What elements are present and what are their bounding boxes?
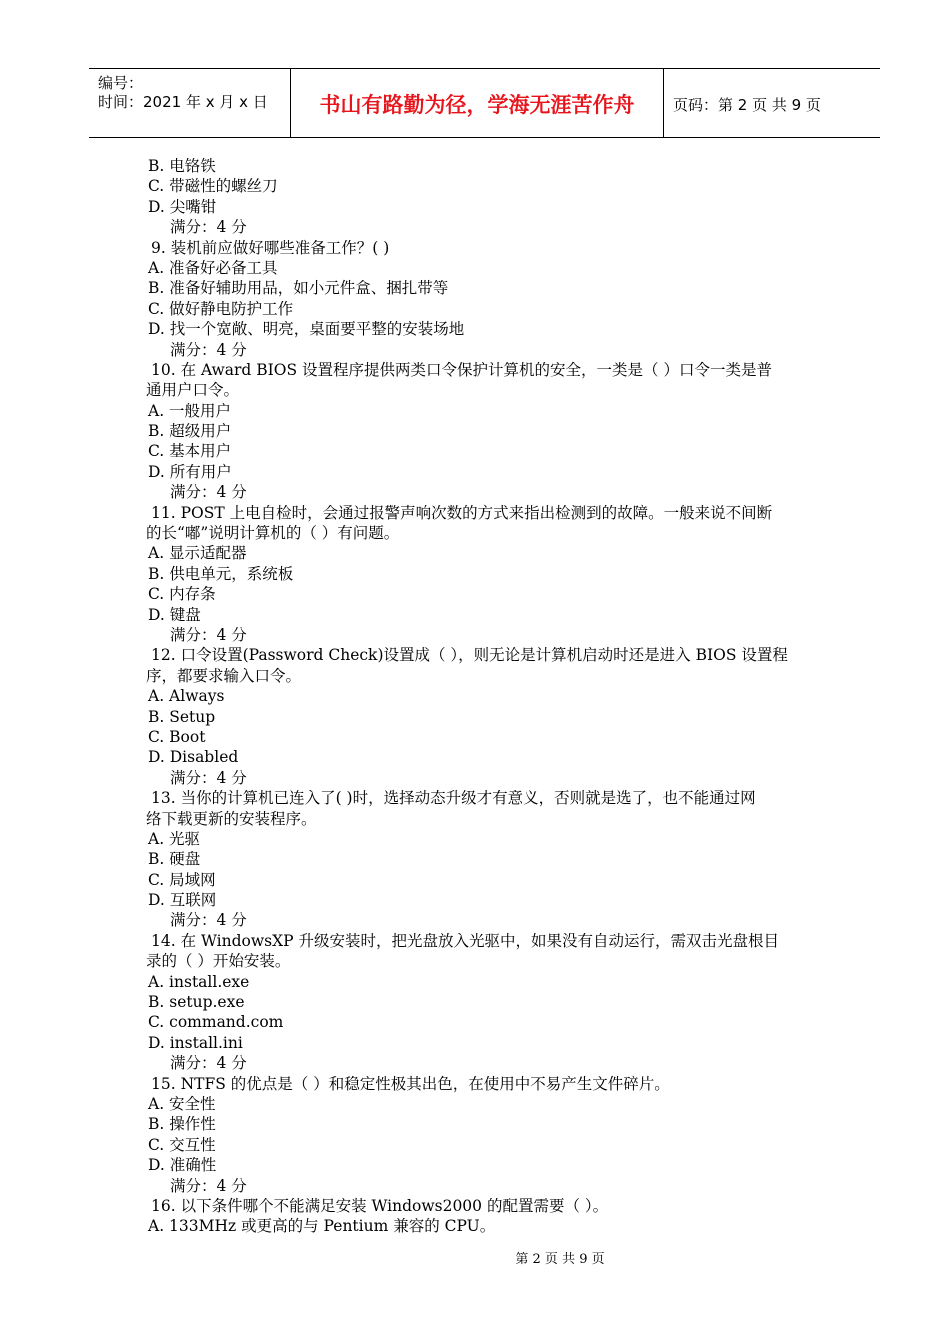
score-line: 满分：4 分 <box>170 218 247 237</box>
question-text-continued: 络下载更新的安装程序。 <box>146 809 317 828</box>
score-line: 满分：4 分 <box>170 911 247 930</box>
header-page-cell <box>664 69 880 137</box>
motto: 书山有路勤为径，学海无涯苦作舟 <box>319 93 635 117</box>
answer-option: A. 光驱 <box>148 829 201 848</box>
number-label: 编号： <box>98 74 144 92</box>
answer-option: B. 供电单元，系统板 <box>148 564 294 583</box>
answer-option: D. 互联网 <box>148 891 217 910</box>
answer-option: C. Boot <box>148 727 206 746</box>
score-line: 满分：4 分 <box>170 1176 247 1195</box>
answer-option: B. 硬盘 <box>148 850 201 869</box>
question-text: 16. 以下条件哪个不能满足安装 Windows2000 的配置需要（ ）。 <box>151 1196 609 1215</box>
page-label: 页码：第 2 页 共 9 页 <box>673 96 821 114</box>
page-footer: 第 2 页 共 9 页 <box>515 1252 605 1267</box>
page-header <box>89 68 880 138</box>
answer-option: A. 准备好必备工具 <box>148 258 278 277</box>
answer-option: A. 一般用户 <box>148 401 232 420</box>
answer-option: A. 133MHz 或更高的与 Pentium 兼容的 CPU。 <box>148 1217 496 1236</box>
answer-option: C. command.com <box>148 1013 284 1032</box>
answer-option: B. 电铬铁 <box>148 157 216 175</box>
answer-option: A. 安全性 <box>148 1094 216 1113</box>
answer-option: A. install.exe <box>148 972 250 991</box>
question-text: 15. NTFS 的优点是（ ）和稳定性极其出色，在使用中不易产生文件碎片。 <box>151 1074 670 1093</box>
answer-option: B. 超级用户 <box>148 422 232 441</box>
answer-option: C. 基本用户 <box>148 442 232 461</box>
answer-option: A. 显示适配器 <box>148 544 247 563</box>
score-line: 满分：4 分 <box>170 625 247 644</box>
question-text: 13. 当你的计算机已连入了( )时，选择动态升级才有意义，否则就是选了，也不能通过网 <box>151 789 756 808</box>
question-text-continued: 录的（ ）开始安装。 <box>146 952 291 971</box>
answer-option: C. 内存条 <box>148 585 216 604</box>
score-line: 满分：4 分 <box>170 1054 247 1073</box>
time-label: 时间：2021 年 x 月 x 日 <box>98 93 268 111</box>
answer-option: D. 所有用户 <box>148 462 232 481</box>
answer-option: D. 找一个宽敞、明亮，桌面要平整的安装场地 <box>148 320 465 339</box>
answer-option: D. Disabled <box>148 748 239 767</box>
question-text-continued: 序，都要求输入口令。 <box>146 666 302 685</box>
question-text: 11. POST 上电自检时，会通过报警声响次数的方式来指出检测到的故障。一般来说不间断 <box>151 503 773 522</box>
header-motto-cell <box>291 69 664 137</box>
answer-option: D. install.ini <box>148 1033 243 1052</box>
question-text: 9. 装机前应做好哪些准备工作？( ) <box>151 238 390 257</box>
answer-option: B. 准备好辅助用品，如小元件盒、捆扎带等 <box>148 279 449 298</box>
question-text-continued: 通用户口令。 <box>146 381 240 400</box>
answer-option: D. 键盘 <box>148 605 201 624</box>
question-text: 12. 口令设置(Password Check)设置成（ ），则无论是计算机启动时还是进入 BIOS 设置程 <box>151 646 788 665</box>
score-line: 满分：4 分 <box>170 768 247 787</box>
answer-option: C. 带磁性的螺丝刀 <box>148 177 278 196</box>
answer-option: D. 尖嘴钳 <box>148 197 217 216</box>
question-list <box>146 156 836 1237</box>
question-text: 10. 在 Award BIOS 设置程序提供两类口令保护计算机的安全，一类是（ ）口令一类是普 <box>151 360 772 379</box>
question-text: 14. 在 WindowsXP 升级安装时，把光盘放入光驱中，如果没有自动运行，需双击光盘根目 <box>151 931 779 950</box>
question-text-continued: 的长“嘟”说明计算机的（ ）有问题。 <box>146 524 400 543</box>
header-info-cell <box>89 69 291 137</box>
answer-option: B. 操作性 <box>148 1115 216 1134</box>
score-line: 满分：4 分 <box>170 340 247 359</box>
answer-option: D. 准确性 <box>148 1156 217 1175</box>
answer-option: C. 交互性 <box>148 1135 216 1154</box>
answer-option: C. 局域网 <box>148 870 216 889</box>
answer-option: B. Setup <box>148 707 216 726</box>
answer-option: A. Always <box>148 687 225 706</box>
score-line: 满分：4 分 <box>170 483 247 502</box>
answer-option: C. 做好静电防护工作 <box>148 299 294 318</box>
answer-option: B. setup.exe <box>148 993 245 1012</box>
